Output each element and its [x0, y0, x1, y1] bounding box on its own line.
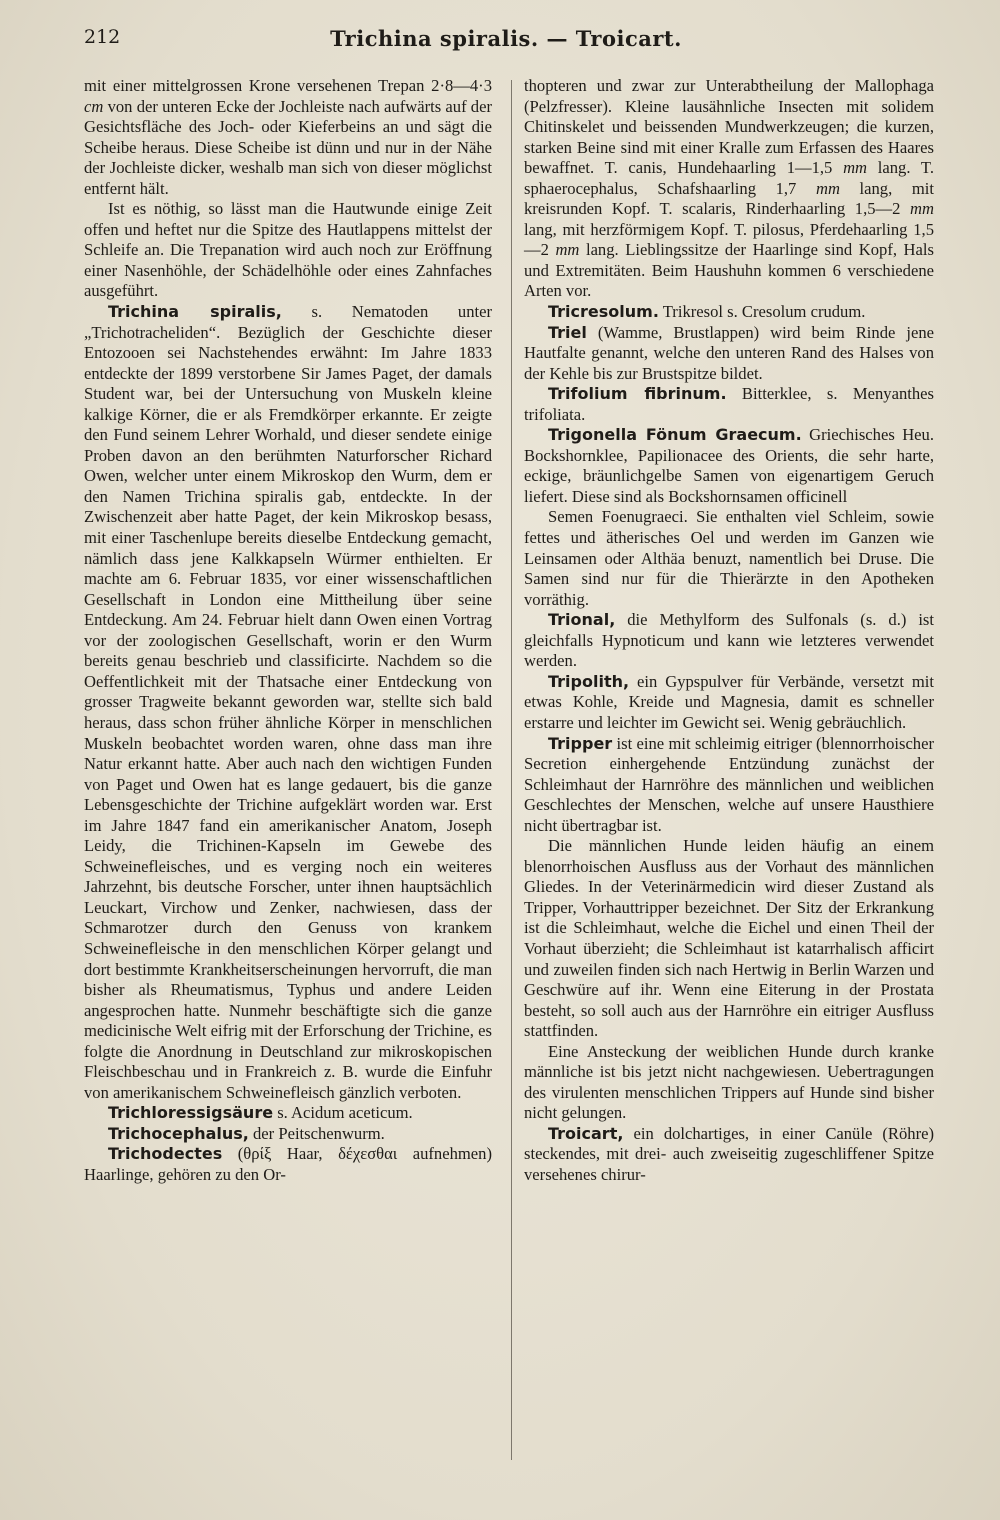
entry-headword: Tripolith, — [548, 671, 630, 691]
paragraph — [524, 672, 934, 734]
paragraph-text: lang, mit kreisrunden Kopf. T. scalaris, Rinderhaarling 1,5—2 — [524, 178, 934, 219]
page-header — [84, 26, 928, 56]
paragraph-text: s. Acidum aceticum. — [273, 1103, 413, 1123]
column-divider — [511, 80, 512, 1460]
paragraph-text: von der unteren Ecke der Jochleiste nach aufwärts auf der Gesichtsfläche des Joch- oder Kieferbeins an und sägt die Scheibe heraus. Diese Scheibe ist dünn und nur in der Nähe der Jochleiste dicker, weshalb man sich von dieser möglichst entfernt hält. — [84, 96, 492, 198]
entry-headword: Troicart, — [548, 1123, 624, 1143]
paragraph-text: lang. Lieblingssitze der Haarlinge sind Kopf, Hals und Extremitäten. Beim Haushuhn kommen 6 verschiedene Arten vor. — [524, 240, 934, 301]
paragraph — [524, 734, 934, 837]
paragraph-text: ein Gypspulver für Verbände, versetzt mit etwas Kohle, Kreide und Magnesia, damit es schneller erstarre und leichter im Gewicht sei. Wenig gebräuchlich. — [524, 671, 934, 732]
paragraph — [524, 425, 934, 507]
paragraph — [524, 836, 934, 1041]
paragraph-text: der Peitschenwurm. — [248, 1123, 385, 1143]
paragraph-text: Bitterklee, s. Menyanthes trifoliata. — [524, 384, 934, 424]
paragraph — [524, 1042, 934, 1124]
paragraph — [84, 199, 492, 302]
paragraph-text: Griechisches Heu. Bockshornklee, Papilionacee des Orients, die sehr harte, eckige, bräunlichgelbe Samen von eigenartigem Geruch liefert. Diese sind als Bockshornsamen officinell — [524, 425, 934, 506]
entry-headword: Trifolium fibrinum. — [548, 384, 727, 404]
left-column — [84, 76, 492, 1186]
running-title: Trichina spiralis. — Troicart. — [330, 26, 682, 51]
paragraph — [524, 1124, 934, 1186]
entry-headword: Trichocephalus, — [108, 1123, 249, 1143]
paragraph-text: s. Nematoden unter „Trichotracheliden“. Bezüglich der Geschichte dieser Entozooen sei Nachstehendes erwähnt: Im Jahre 1833 entdeckte der 1899 verstorbene Sir James Paget, der damals Student war, bei der Untersuchung von Muskeln kleine kalkige Körner, die er als Fremdkörper erkannte. Er zeigte den Fund seinem Lehrer Worhald, und dieser sendete einige Proben davon an den berühmten Naturforscher Richard Owen, welcher unter einem Mikroskop den Wurm, dem er den Namen Trichina spiralis gab, entdeckte. In der Zwischenzeit aber hatte Paget, der kein Mikroskop besass, mit einer Taschenlupe bereits dieselbe Entdeckung gemacht, nämlich dass jene Kalkkapseln Würmer enthielten. Er machte am 6. Februar 1835, vor einer wissenschaftlichen Gesellschaft in London eine Mittheilung über seine Entdeckung. Am 24. Februar hielt dann Owen einen Vortrag vor der zoologischen Gesellschaft, worin er den Wurm bereits genau beschrieb und classificirte. Nachdem so die Oeffentlichkeit mit der Thatsache einer Entdeckung von grosser Tragweite bekannt geworden war, stellte sich bald heraus, dass schon früher ähnliche Körper in menschlichen Muskeln beobachtet worden waren, ohne dass man ihre Natur erkannt hatte. Aber auch nach den wichtigen Funden von Paget und Owen hat es lange gedauert, bis die ganze Lebensgeschichte der Trichine aufgeklärt worden war. Erst im Jahre 1847 fand ein amerikanischer Anatom, Joseph Leidy, die Trichinen-Kapseln im Gewebe des Schweinefleisches, und es verging noch ein weiteres Jahrzehnt, bis deutsche Forscher, unter ihnen hauptsächlich Leuckart, Virchow und Zenker, nachwiesen, dass der Schmarotzer durch den Genuss von krankem Schweinefleische in den menschlichen Körper gelangt und dort bestimmte Krankheitserscheinungen hervorruft, die man bisher als Rheumatismus, Typhus und andere Leiden angesprochen hatte. Nunmehr beschäftigte sich die ganze medicinische Welt eifrig mit der Erforschung der Trichine, es folgte die Anordnung in Deutschland zur mikroskopischen Fleischbeschau und in Frankreich z. B. wurde die Einfuhr von amerikanischem Schweinefleisch gänzlich verboten. — [84, 302, 492, 1102]
entry-headword: Tripper — [548, 733, 613, 753]
paragraph-text: Trikresol s. Cresolum crudum. — [658, 302, 866, 322]
entry-headword: Tricresolum. — [548, 302, 659, 322]
page-number: 212 — [84, 26, 121, 48]
paragraph — [524, 610, 934, 672]
entry-headword: Trichloressigsäure — [108, 1103, 274, 1123]
paragraph-text: lang. T. sphaerocephalus, Schafshaarling 1,7 — [524, 158, 934, 198]
paragraph-text: Eine Ansteckung der weiblichen Hunde durch kranke männliche ist bis jetzt nicht nachgewiesen. Uebertragungen des virulenten menschlichen Trippers auf Hunde sind bisher nicht gelungen. — [524, 1041, 934, 1123]
paragraph-text: Die männlichen Hunde leiden häufig an einem blenorrhoischen Ausfluss aus der Vorhaut des männlichen Gliedes. In der Veterinärmedicin wird dieser Zustand als Tripper, Vorhauttripper bezeichnet. Der Sitz der Erkrankung ist die Schleimhaut, welche die Eichel und einen Theil der Vorhaut überzieht; die Schleimhaut ist katarrhalisch afficirt und zuweilen finden sich nach Hertwig in Berlin Warzen und Geschwüre auf ihr. Wenn eine Eiterung in der Prostata besteht, so soll auch aus der Harnröhre ein eitriger Ausfluss stattfinden. — [524, 836, 934, 1041]
entry-headword: Trichina spiralis, — [108, 302, 282, 322]
paragraph — [524, 507, 934, 610]
paragraph-text: lang, mit herzförmigem Kopf. T. pilosus, Pferdehaarling 1,5—2 — [524, 219, 934, 260]
entry-headword: Triel — [548, 322, 587, 342]
paragraph-text: ein dolchartiges, in einer Canüle (Röhre) steckendes, mit drei- auch zweiseitig zugeschliffener Spitze versehenes chirur- — [524, 1123, 934, 1184]
unit-text: mm — [815, 178, 840, 198]
paragraph — [524, 302, 934, 323]
paragraph-text: die Methylform des Sulfonals (s. d.) ist gleichfalls Hypnoticum und kann wie letzteres verwendet werden. — [524, 610, 934, 671]
paragraph-text: (Wamme, Brustlappen) wird beim Rinde jene Hautfalte genannt, welche den unteren Rand des Halses von der Kehle bis zur Brustspitze bildet. — [524, 322, 934, 383]
unit-text: cm — [84, 96, 104, 116]
paragraph — [524, 76, 934, 302]
paragraph-text: ist eine mit schleimig eitriger (blennorrhoischer Secretion einhergehende Entzündung zunächst der Schleimhaut der Harnröhre des männlichen und weiblichen Geschlechtes der Menschen, welche auf unsere Hausthiere nicht übertragbar ist. — [524, 733, 934, 835]
paragraph — [84, 1124, 492, 1145]
paragraph — [84, 302, 492, 1103]
paragraph — [84, 76, 492, 199]
entry-headword: Trichodectes — [108, 1144, 223, 1164]
paragraph-text: thopteren und zwar zur Unterabtheilung der Mallophaga (Pelzfresser). Kleine lausähnliche Insecten mit solidem Chitinskelet und beissenden Mundwerkzeugen; die kurzen, starken Beine sind mit einer Kralle zum Erfassen des Haares bewaffnet. T. canis, Hundehaarling 1—1,5 — [524, 76, 934, 178]
right-column — [524, 76, 934, 1186]
paragraph — [524, 384, 934, 425]
unit-text: mm — [910, 199, 934, 219]
paragraph — [524, 323, 934, 385]
unit-text: mm — [555, 240, 580, 260]
paragraph-text: Ist es nöthig, so lässt man die Hautwunde einige Zeit offen und heftet nur die Spitze des Hautlappens mittelst der Schleife an. Die Trepanation wird auch noch zur Eröffnung einer Nasenhöhle, der Schädelhöhle oder eines Zahnfaches ausgeführt. — [84, 199, 492, 301]
paragraph — [84, 1103, 492, 1124]
paragraph-text: (θρίξ Haar, δέχεσθαι aufnehmen) Haarlinge, gehören zu den Or- — [84, 1144, 492, 1184]
entry-headword: Trigonella Fönum Graecum. — [548, 425, 802, 445]
entry-headword: Trional, — [548, 610, 616, 630]
paragraph-text: mit einer mittelgrossen Krone versehenen Trepan 2·8—4·3 — [84, 76, 492, 95]
unit-text: mm — [843, 158, 868, 178]
paragraph-text: Semen Foenugraeci. Sie enthalten viel Schleim, sowie fettes und ätherisches Oel und werden im Ganzen wie Leinsamen oder Althäa benuzt, namentlich bei Druse. Die Samen sind nur für die Thierärzte in den Apotheken vorräthig. — [524, 507, 934, 609]
paragraph — [84, 1144, 492, 1185]
